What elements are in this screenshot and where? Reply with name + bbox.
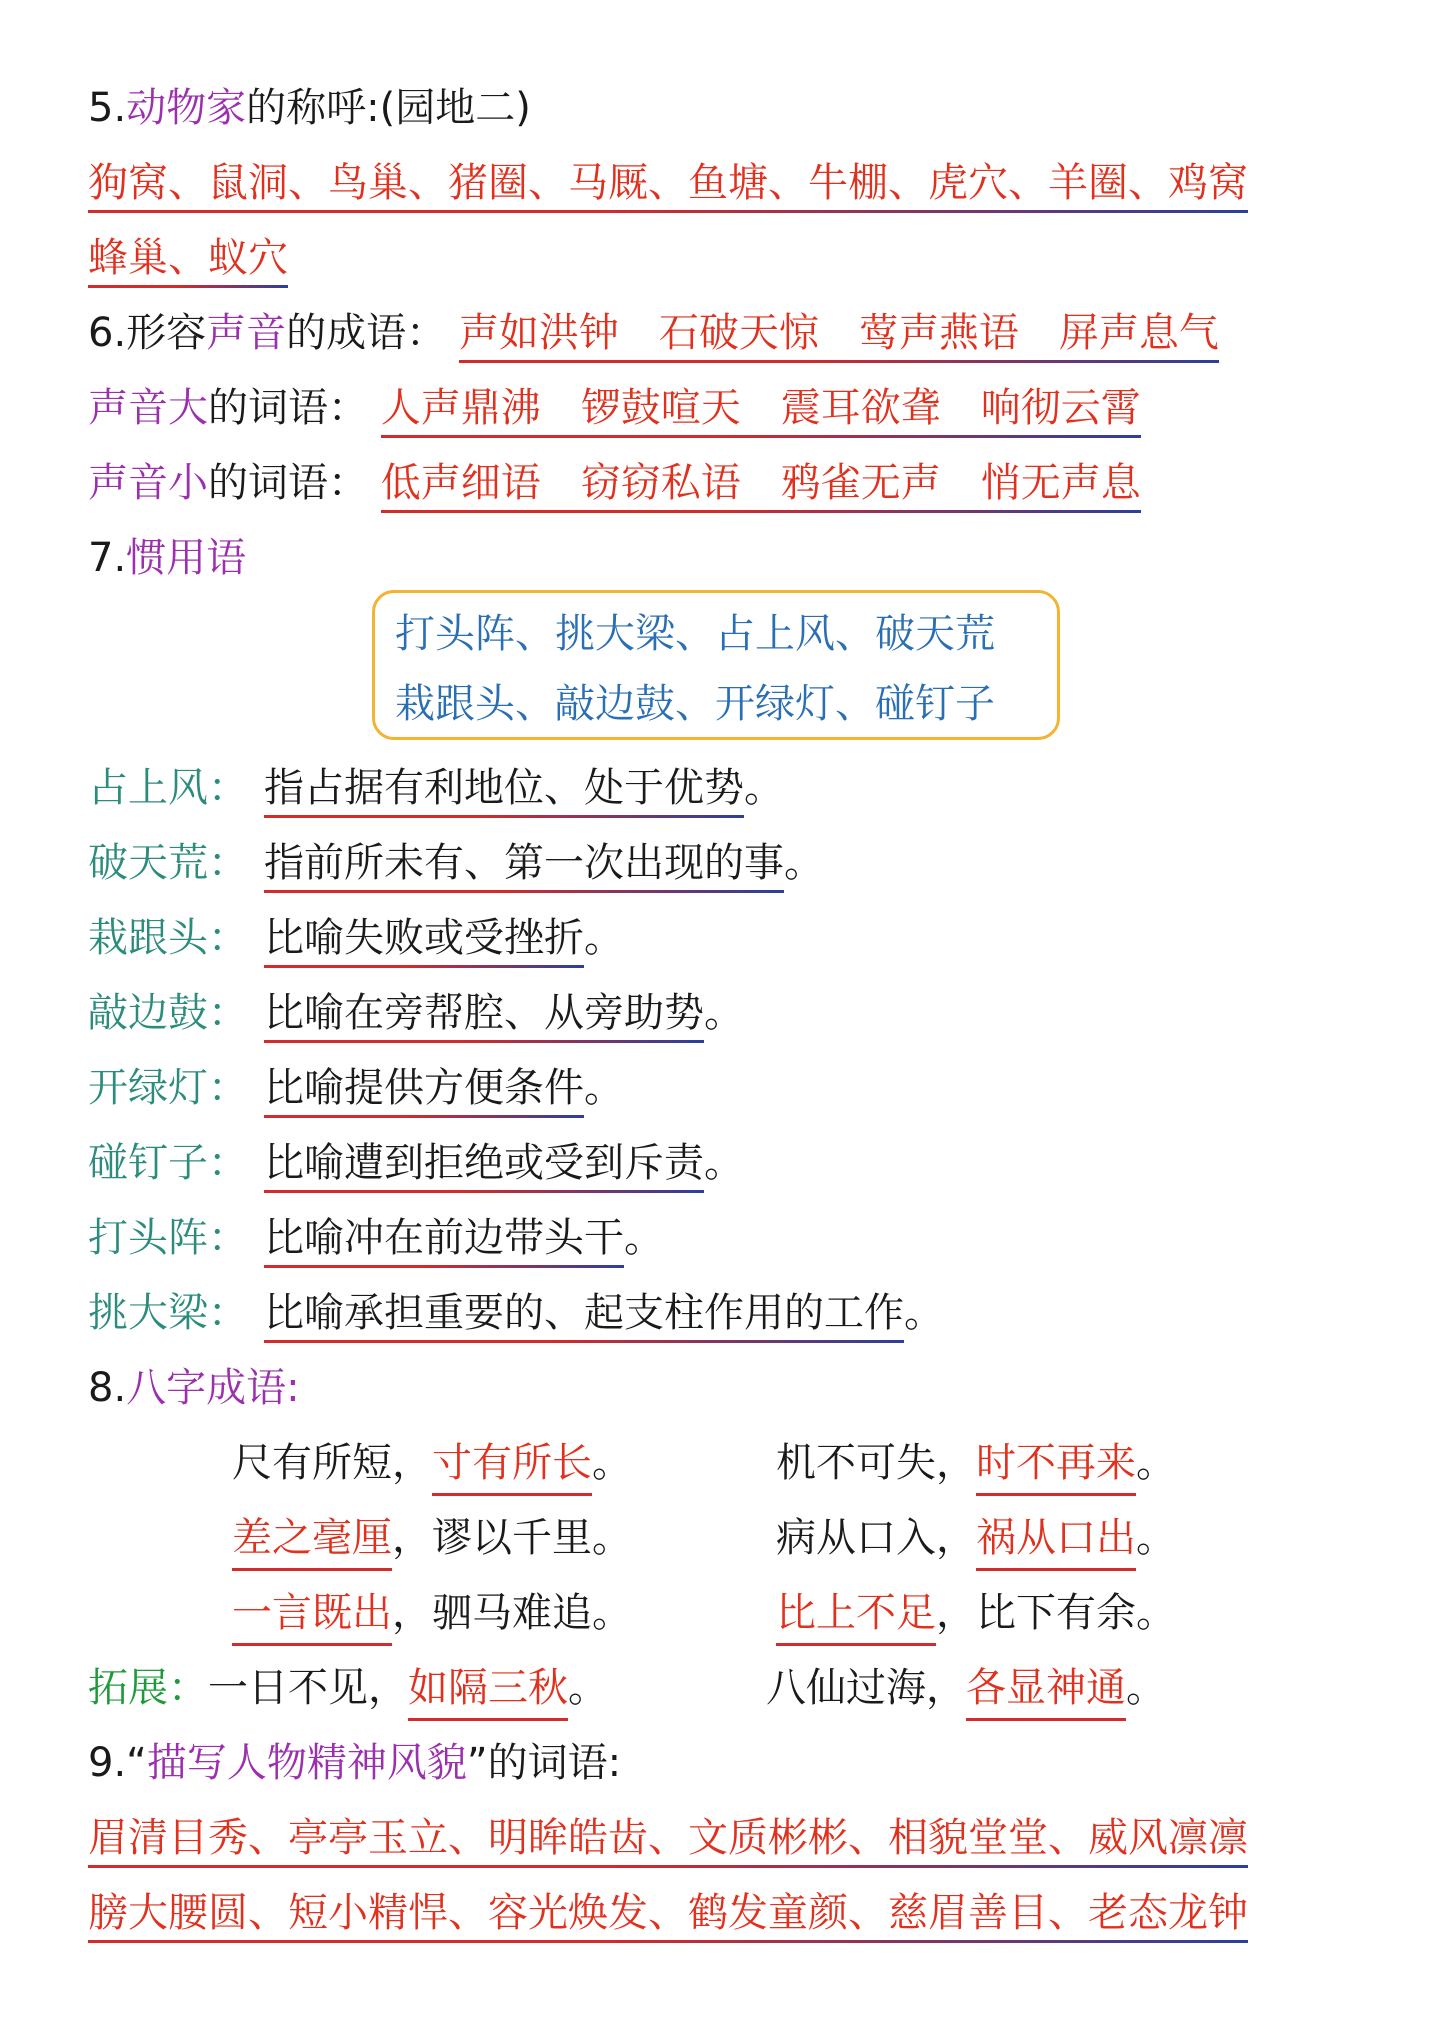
s8-given: 一日不见， bbox=[208, 1665, 408, 1711]
s7-def-term: 挑大梁： bbox=[88, 1290, 248, 1336]
s6-rest: 的成语： bbox=[286, 310, 447, 356]
s7-box-line1: 打头阵、挑大梁、占上风、破天荒 bbox=[395, 611, 995, 657]
s7-def-end: 。 bbox=[584, 915, 624, 961]
s7-box-line2: 栽跟头、敲边鼓、开绿灯、碰钉子 bbox=[395, 681, 995, 727]
s8-row1-left bbox=[232, 1435, 632, 1496]
s8-answer: 差之毫厘 bbox=[232, 1510, 392, 1571]
s6-idiom: 声如洪钟 bbox=[458, 310, 619, 356]
s8-punct: 。 bbox=[592, 1440, 632, 1486]
s8-row1-right bbox=[776, 1435, 1176, 1496]
s6-quiet-line bbox=[88, 455, 1141, 513]
s6-heading bbox=[88, 305, 1219, 363]
s8-answer: 各显神通 bbox=[966, 1660, 1126, 1721]
s8-extension-label: 拓展： bbox=[88, 1665, 208, 1711]
s6-quiet-word: 鸦雀无声 bbox=[780, 460, 941, 506]
s8-given: 机不可失， bbox=[776, 1440, 976, 1486]
s9-num: 9.“ bbox=[88, 1740, 147, 1786]
s5-rest: 的称呼:(园地二) bbox=[246, 85, 531, 131]
s8-answer: 比上不足 bbox=[776, 1585, 936, 1646]
s6-loud-word: 响彻云霄 bbox=[980, 385, 1141, 431]
s6-idiom: 莺声燕语 bbox=[858, 310, 1019, 356]
s7-def-term: 敲边鼓： bbox=[88, 990, 248, 1036]
s8-heading bbox=[88, 1360, 300, 1416]
s7-idiom-box bbox=[372, 590, 1060, 740]
s7-def-row bbox=[88, 910, 624, 968]
s7-def-text: 指前所未有、第一次出现的事 bbox=[264, 835, 784, 893]
s6-loud-highlight: 声音大 bbox=[88, 385, 208, 431]
s5-items-line2 bbox=[88, 230, 288, 288]
s7-def-term: 碰钉子： bbox=[88, 1140, 248, 1186]
s7-def-end: 。 bbox=[904, 1290, 944, 1336]
s7-num: 7. bbox=[88, 535, 127, 581]
s7-def-row bbox=[88, 985, 744, 1043]
s9-words-line1 bbox=[88, 1810, 1248, 1868]
s7-def-end: 。 bbox=[784, 840, 824, 886]
s8-row2-right bbox=[776, 1510, 1176, 1571]
s7-def-row bbox=[88, 835, 824, 893]
s8-row2-left bbox=[232, 1510, 632, 1571]
s8-punct: 。 bbox=[1126, 1665, 1166, 1711]
s9-rest: ”的词语: bbox=[466, 1740, 622, 1786]
s7-def-term: 栽跟头： bbox=[88, 915, 248, 961]
s8-punct: 。 bbox=[1136, 1440, 1176, 1486]
s6-quiet-highlight: 声音小 bbox=[88, 460, 208, 506]
s6-quiet-word: 悄无声息 bbox=[980, 460, 1141, 506]
s6-loud-line bbox=[88, 380, 1141, 438]
s7-def-end: 。 bbox=[744, 765, 784, 811]
s6-loud-word: 人声鼎沸 bbox=[380, 385, 541, 431]
s8-answer: 祸从口出 bbox=[976, 1510, 1136, 1571]
s5-highlight: 动物家 bbox=[126, 85, 247, 131]
s7-def-term: 开绿灯： bbox=[88, 1065, 248, 1111]
s6-loud-word: 震耳欲聋 bbox=[780, 385, 941, 431]
s7-def-term: 打头阵： bbox=[88, 1215, 248, 1261]
s8-punct: 。 bbox=[568, 1665, 608, 1711]
s8-answer: 如隔三秋 bbox=[408, 1660, 568, 1721]
s6-highlight: 声音 bbox=[206, 310, 287, 356]
s7-def-row bbox=[88, 1060, 624, 1118]
s8-highlight: 八字成语: bbox=[126, 1365, 300, 1411]
s8-given: 病从口入， bbox=[776, 1515, 976, 1561]
s9-words: 膀大腰圆、短小精悍、容光焕发、鹤发童颜、慈眉善目、老态龙钟 bbox=[88, 1885, 1248, 1943]
s6-idiom: 屏声息气 bbox=[1058, 310, 1219, 356]
s6-idioms bbox=[459, 305, 1219, 363]
s8-num: 8. bbox=[88, 1365, 127, 1411]
s7-def-text: 指占据有利地位、处于优势 bbox=[264, 760, 744, 818]
s6-quiet-word: 低声细语 bbox=[380, 460, 541, 506]
s7-def-row bbox=[88, 760, 784, 818]
s8-given: 八仙过海， bbox=[766, 1665, 966, 1711]
s8-extension-left bbox=[88, 1660, 608, 1721]
s8-given: ，谬以千里。 bbox=[392, 1515, 632, 1561]
s8-given: ，比下有余。 bbox=[936, 1590, 1176, 1636]
s8-given: ，驷马难追。 bbox=[392, 1590, 632, 1636]
s7-def-row bbox=[88, 1135, 744, 1193]
s8-row3-left bbox=[232, 1585, 632, 1646]
s8-extension-right bbox=[766, 1660, 1166, 1721]
s7-def-row bbox=[88, 1210, 664, 1268]
s7-def-text: 比喻承担重要的、起支柱作用的工作 bbox=[264, 1285, 904, 1343]
s7-def-end: 。 bbox=[704, 1140, 744, 1186]
s6-num: 6.形容 bbox=[88, 310, 207, 356]
s6-idiom: 石破天惊 bbox=[658, 310, 819, 356]
s5-num: 5. bbox=[88, 85, 127, 131]
s7-def-term: 占上风： bbox=[88, 765, 248, 811]
s5-heading bbox=[88, 80, 531, 136]
s6-quiet-word: 窃窃私语 bbox=[580, 460, 741, 506]
s7-def-text: 比喻在旁帮腔、从旁助势 bbox=[264, 985, 704, 1043]
s7-def-end: 。 bbox=[584, 1065, 624, 1111]
s5-items: 狗窝、鼠洞、鸟巢、猪圈、马厩、鱼塘、牛棚、虎穴、羊圈、鸡窝 bbox=[88, 155, 1248, 213]
s7-def-end: 。 bbox=[624, 1215, 664, 1261]
s7-def-text: 比喻提供方便条件 bbox=[264, 1060, 584, 1118]
s9-heading bbox=[88, 1735, 621, 1791]
s8-answer: 一言既出 bbox=[232, 1585, 392, 1646]
s6-loud-rest: 的词语： bbox=[208, 385, 368, 431]
s7-highlight: 惯用语 bbox=[126, 535, 247, 581]
s5-items2: 蜂巢、蚁穴 bbox=[88, 230, 288, 288]
s7-def-text: 比喻冲在前边带头干 bbox=[264, 1210, 624, 1268]
s6-quiet-rest: 的词语： bbox=[208, 460, 368, 506]
s9-words-line2 bbox=[88, 1885, 1248, 1943]
s7-def-row bbox=[88, 1285, 944, 1343]
s8-answer: 寸有所长 bbox=[432, 1435, 592, 1496]
s5-items-line1 bbox=[88, 155, 1248, 213]
s8-row3-right bbox=[776, 1585, 1176, 1646]
s7-def-text: 比喻失败或受挫折 bbox=[264, 910, 584, 968]
s9-highlight: 描写人物精神风貌 bbox=[146, 1740, 467, 1786]
s8-answer: 时不再来 bbox=[976, 1435, 1136, 1496]
s7-def-end: 。 bbox=[704, 990, 744, 1036]
s8-given: 尺有所短， bbox=[232, 1440, 432, 1486]
s9-words: 眉清目秀、亭亭玉立、明眸皓齿、文质彬彬、相貌堂堂、威风凛凛 bbox=[88, 1810, 1248, 1868]
s8-punct: 。 bbox=[1136, 1515, 1176, 1561]
s7-def-text: 比喻遭到拒绝或受到斥责 bbox=[264, 1135, 704, 1193]
s6-loud-word: 锣鼓喧天 bbox=[580, 385, 741, 431]
s6-loud-words bbox=[381, 380, 1141, 438]
s7-heading bbox=[88, 530, 246, 586]
s7-def-term: 破天荒： bbox=[88, 840, 248, 886]
s6-quiet-words bbox=[381, 455, 1141, 513]
